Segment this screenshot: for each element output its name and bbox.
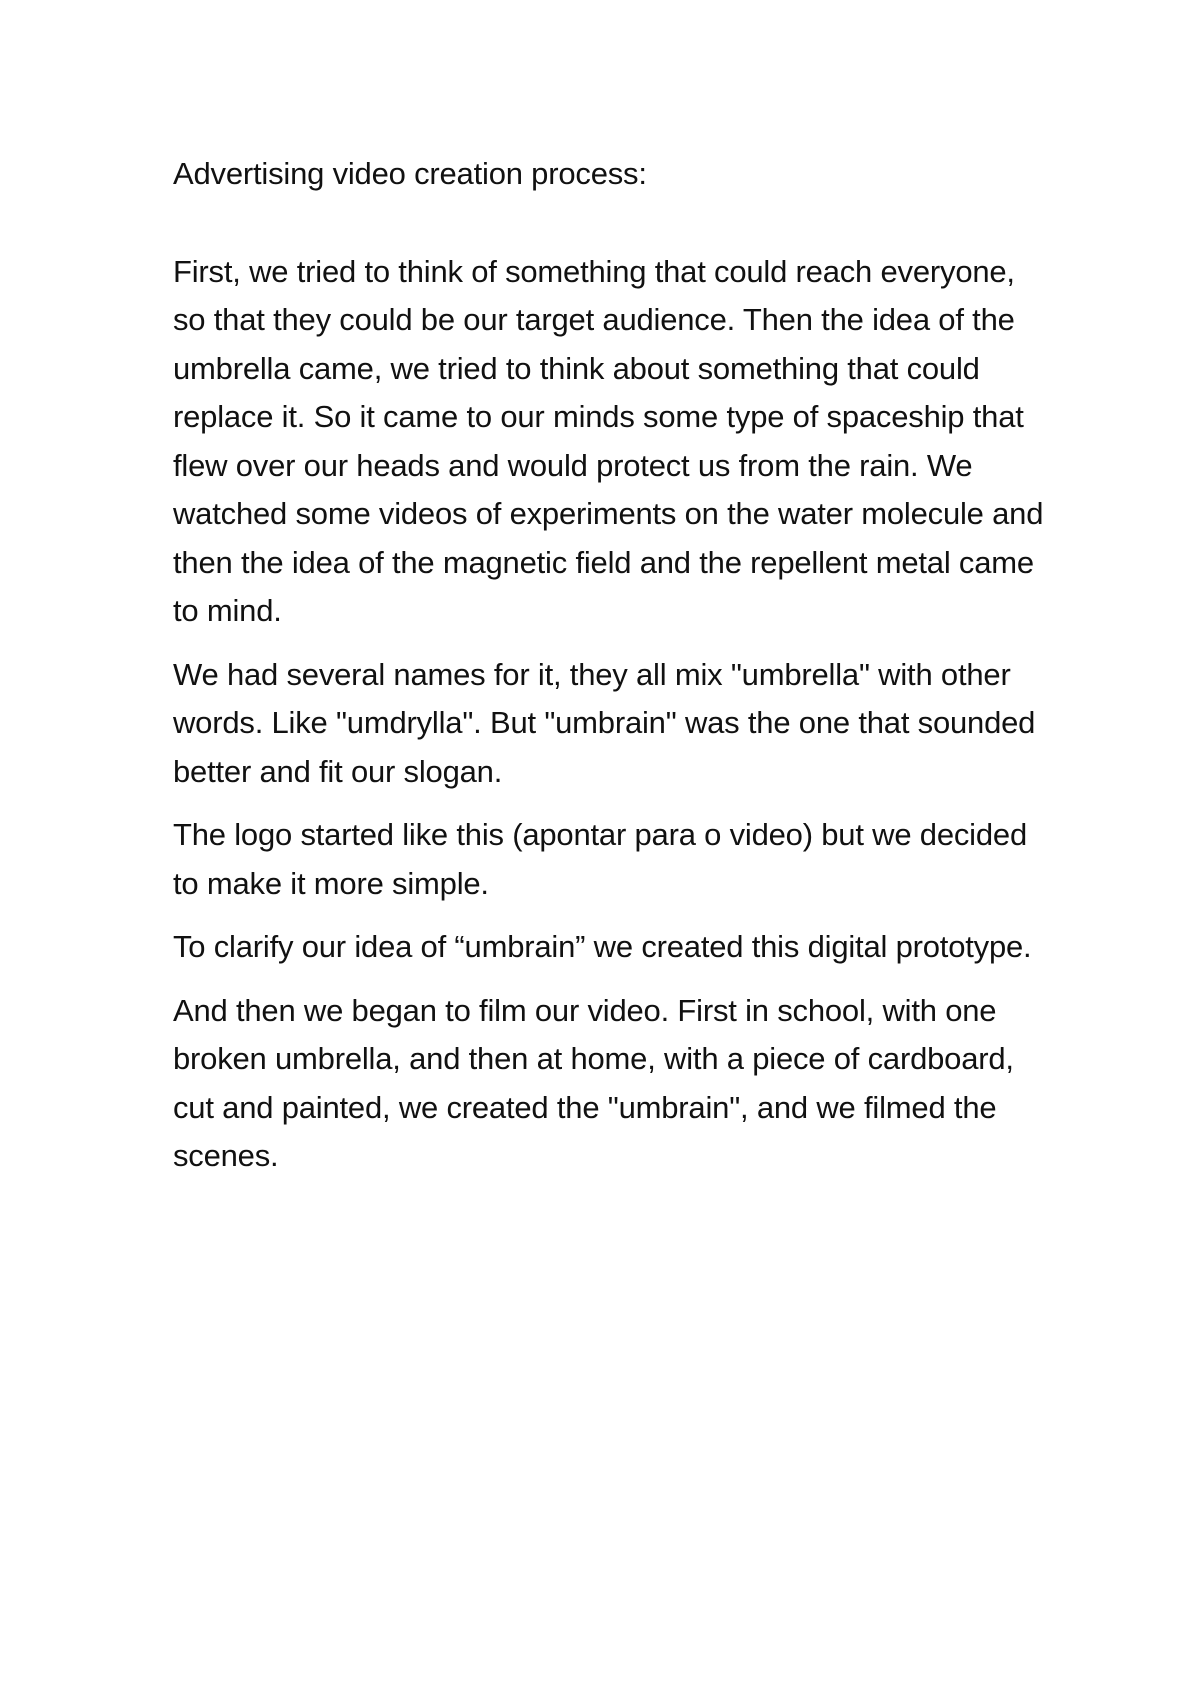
paragraph-filming: And then we began to film our video. First in school, with one broken umbrella, and then at home, with a piece of cardboard, cut and painted, we created the "umbrain", and we filmed the scenes. bbox=[173, 992, 1014, 1173]
paragraph-names: We had several names for it, they all mix "umbrella" with other words. Like "umdrylla". But "umbrain" was the one that sounded better and fit our slogan. bbox=[173, 656, 1036, 789]
paragraph-prototype: To clarify our idea of “umbrain” we created this digital prototype. bbox=[173, 929, 1032, 964]
document-title: Advertising video creation process: bbox=[173, 156, 647, 191]
paragraph-intro: First, we tried to think of something that could reach everyone, so that they could be our target audience. Then the idea of the umbrella came, we tried to think about something that could replace it. So it came to our minds some type of spaceship that flew over our heads and would protect us from the rain. We watched some videos of experiments on the water molecule and then the idea of the magnetic field and the repellent metal came to mind. bbox=[173, 253, 1044, 628]
paragraph-logo: The logo started like this (apontar para o video) but we decided to make it more simple. bbox=[173, 817, 1027, 901]
document-body bbox=[173, 150, 1053, 1196]
